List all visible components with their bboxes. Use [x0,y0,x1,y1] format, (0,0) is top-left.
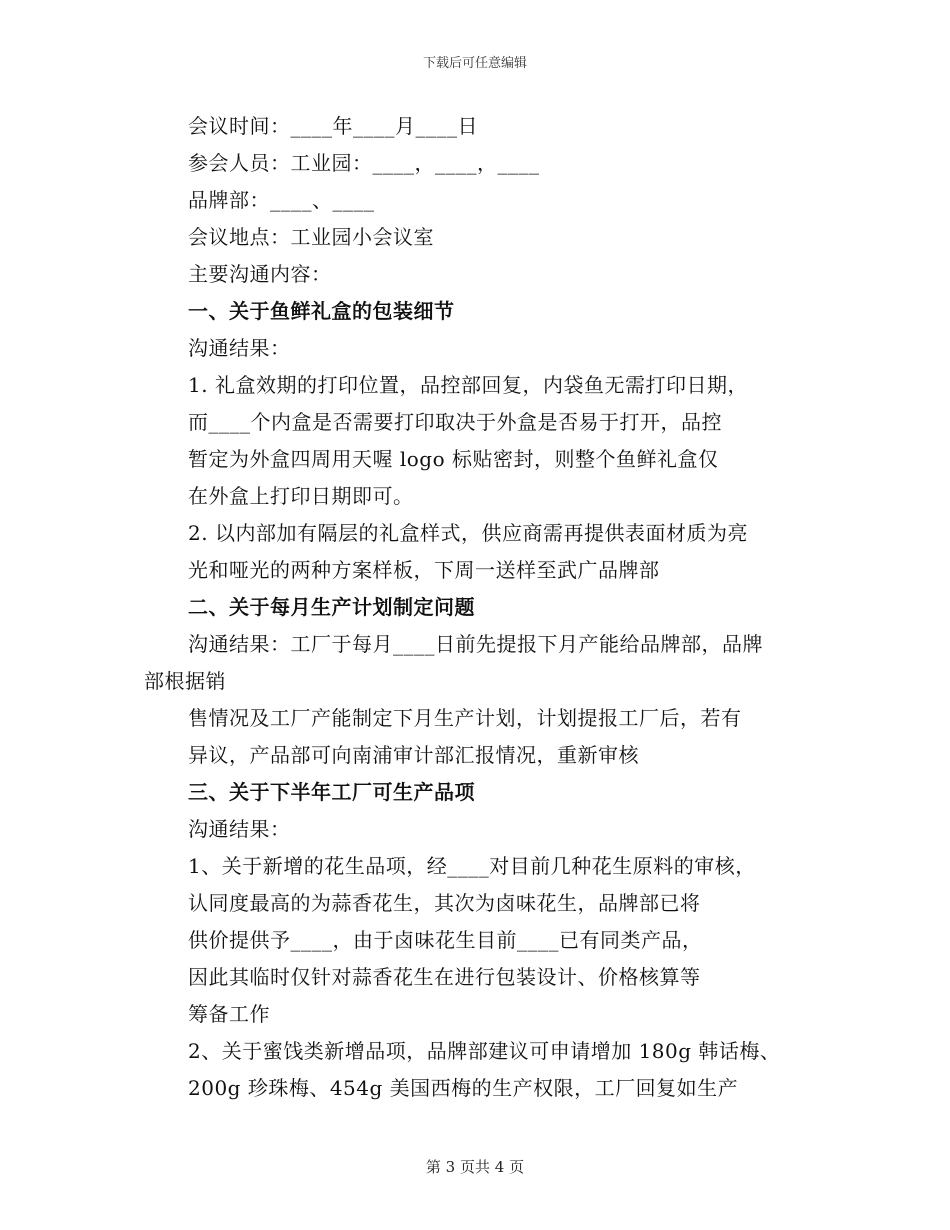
text-line: 筹备工作 [188,1002,270,1026]
text-line: 异议，产品部可向南浦审计部汇报情况，重新审核 [188,743,639,767]
text-line: 沟通结果： [188,336,291,360]
text-line: 售情况及工厂产能制定下月生产计划，计划提报工厂后，若有 [188,706,742,730]
text-line: 因此其临时仅针对蒜香花生在进行包装设计、价格核算等 [188,965,701,989]
section-heading: 一、关于鱼鲜礼盒的包装细节 [188,299,455,323]
section-heading: 三、关于下半年工厂可生产品项 [188,780,475,804]
page-footer: 第 3 页共 4 页 [425,1158,525,1176]
document-body [144,108,814,1107]
text-line: 参会人员：工业园：____，____，____ [188,151,540,175]
text-line: 1. 礼盒效期的打印位置，品控部回复，内袋鱼无需打印日期， [188,373,748,397]
text-line: 2. 以内部加有隔层的礼盒样式，供应商需再提供表面材质为亮 [188,521,748,545]
text-line: 部根据销 [144,669,226,693]
text-line: 品牌部：____、____ [188,188,375,212]
page-header: 下载后可任意编辑 [422,56,527,71]
text-line: 2、关于蜜饯类新增品项，品牌部建议可申请增加 180g 韩话梅、 [188,1039,781,1063]
text-line: 沟通结果：工厂于每月____日前先提报下月产能给品牌部，品牌 [188,632,763,656]
text-line: 会议地点：工业园小会议室 [188,225,434,249]
text-line: 200g 珍珠梅、454g 美国西梅的生产权限，工厂回复如生产 [188,1076,739,1100]
text-line: 暂定为外盒四周用天喔 logo 标贴密封，则整个鱼鲜礼盒仅 [188,447,719,471]
text-line: 而____个内盒是否需要打印取决于外盒是否易于打开，品控 [188,410,722,434]
section-heading: 二、关于每月生产计划制定问题 [188,595,475,619]
text-line: 在外盒上打印日期即可。 [188,484,414,508]
text-line: 供价提供予____，由于卤味花生目前____已有同类产品， [188,928,703,952]
text-line: 光和哑光的两种方案样板，下周一送样至武广品牌部 [188,558,660,582]
text-line: 会议时间：____年____月____日 [188,114,478,138]
text-line: 沟通结果： [188,817,291,841]
text-line: 认同度最高的为蒜香花生，其次为卤味花生，品牌部已将 [188,891,701,915]
text-line: 主要沟通内容： [188,262,332,286]
text-line: 1、关于新增的花生品项，经____对目前几种花生原料的审核， [188,854,756,878]
